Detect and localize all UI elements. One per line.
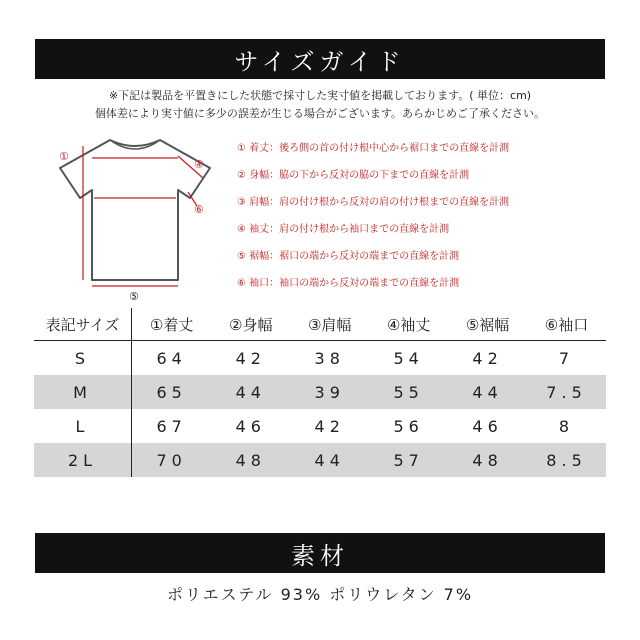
- legend-cuff: ⑥ 袖口：袖口の端から反対の端までの直線を計測: [237, 278, 460, 289]
- table-cell: 42: [314, 416, 345, 436]
- table-row: [34, 341, 606, 376]
- size-label: S: [34, 341, 132, 376]
- header-hem-width: ⑤裾幅: [448, 308, 527, 341]
- header-sleeve-length: ④袖丈: [369, 308, 448, 341]
- size-label: 2L: [34, 443, 132, 477]
- tolerance-note: 個体差により実寸値に多少の誤差が生じる場合がございます。あらかじめご了承ください。: [94, 107, 546, 120]
- tshirt-measurement-diagram: [45, 130, 225, 305]
- table-cell: 44: [448, 375, 527, 409]
- tshirt-collar: [110, 140, 160, 149]
- table-cell: 64: [156, 348, 187, 368]
- table-cell: 8.5: [527, 443, 606, 477]
- table-cell: 7.5: [527, 375, 606, 409]
- size-label: L: [34, 409, 132, 443]
- legend-length: ① 着丈：後ろ側の首の付け根中心から裾口までの直線を計測: [237, 143, 510, 154]
- material-composition: ポリエステル 93% ポリウレタン 7%: [166, 585, 474, 604]
- size-table: [34, 308, 606, 477]
- marker-4: ④: [194, 158, 204, 171]
- header-cuff: ⑥袖口: [527, 308, 606, 341]
- header-body-width: ②身幅: [211, 308, 290, 341]
- table-cell: 57: [369, 443, 448, 477]
- size-guide-banner: [35, 39, 605, 79]
- table-cell: 48: [448, 443, 527, 477]
- table-cell: 7: [558, 348, 575, 368]
- marker-6: ⑥: [194, 203, 204, 216]
- table-cell: 38: [314, 348, 345, 368]
- table-cell: 70: [132, 443, 212, 477]
- table-row: [34, 375, 606, 409]
- table-cell: 46: [472, 416, 503, 436]
- header-shoulder-width: ③肩幅: [290, 308, 369, 341]
- table-cell: 67: [156, 416, 187, 436]
- header-size: 表記サイズ: [34, 308, 132, 341]
- table-cell: 48: [211, 443, 290, 477]
- marker-5: ⑤: [129, 290, 139, 303]
- material-banner: [35, 533, 605, 573]
- legend-sleeve-length: ④ 袖丈：肩の付け根から袖口までの直線を計測: [237, 224, 450, 235]
- table-row: [34, 409, 606, 443]
- size-guide-title: サイズガイド: [234, 47, 406, 76]
- table-cell: 44: [211, 375, 290, 409]
- table-cell: 65: [132, 375, 212, 409]
- header-length: ①着丈: [132, 308, 212, 341]
- legend-hem-width: ⑤ 裾幅：裾口の端から反対の端までの直線を計測: [237, 251, 460, 262]
- marker-1: ①: [59, 150, 69, 163]
- table-cell: 54: [393, 348, 424, 368]
- table-cell: 55: [369, 375, 448, 409]
- material-heading: 素材: [291, 541, 349, 570]
- size-label: M: [34, 375, 132, 409]
- table-row: [34, 443, 606, 477]
- table-cell: 39: [290, 375, 369, 409]
- table-header-row: [34, 308, 606, 341]
- table-cell: 42: [235, 348, 266, 368]
- table-cell: 8: [558, 416, 575, 436]
- table-cell: 46: [235, 416, 266, 436]
- table-cell: 42: [472, 348, 503, 368]
- legend-shoulder-width: ③ 肩幅：肩の付け根から反対の肩の付け根までの直線を計測: [237, 197, 510, 208]
- table-cell: 56: [393, 416, 424, 436]
- legend-body-width: ② 身幅：脇の下から反対の脇の下までの直線を計測: [237, 170, 470, 181]
- measurement-note: ※下記は製品を平置きにした状態で採寸した実寸値を掲載しております。( 単位：cm): [108, 89, 532, 102]
- table-cell: 44: [290, 443, 369, 477]
